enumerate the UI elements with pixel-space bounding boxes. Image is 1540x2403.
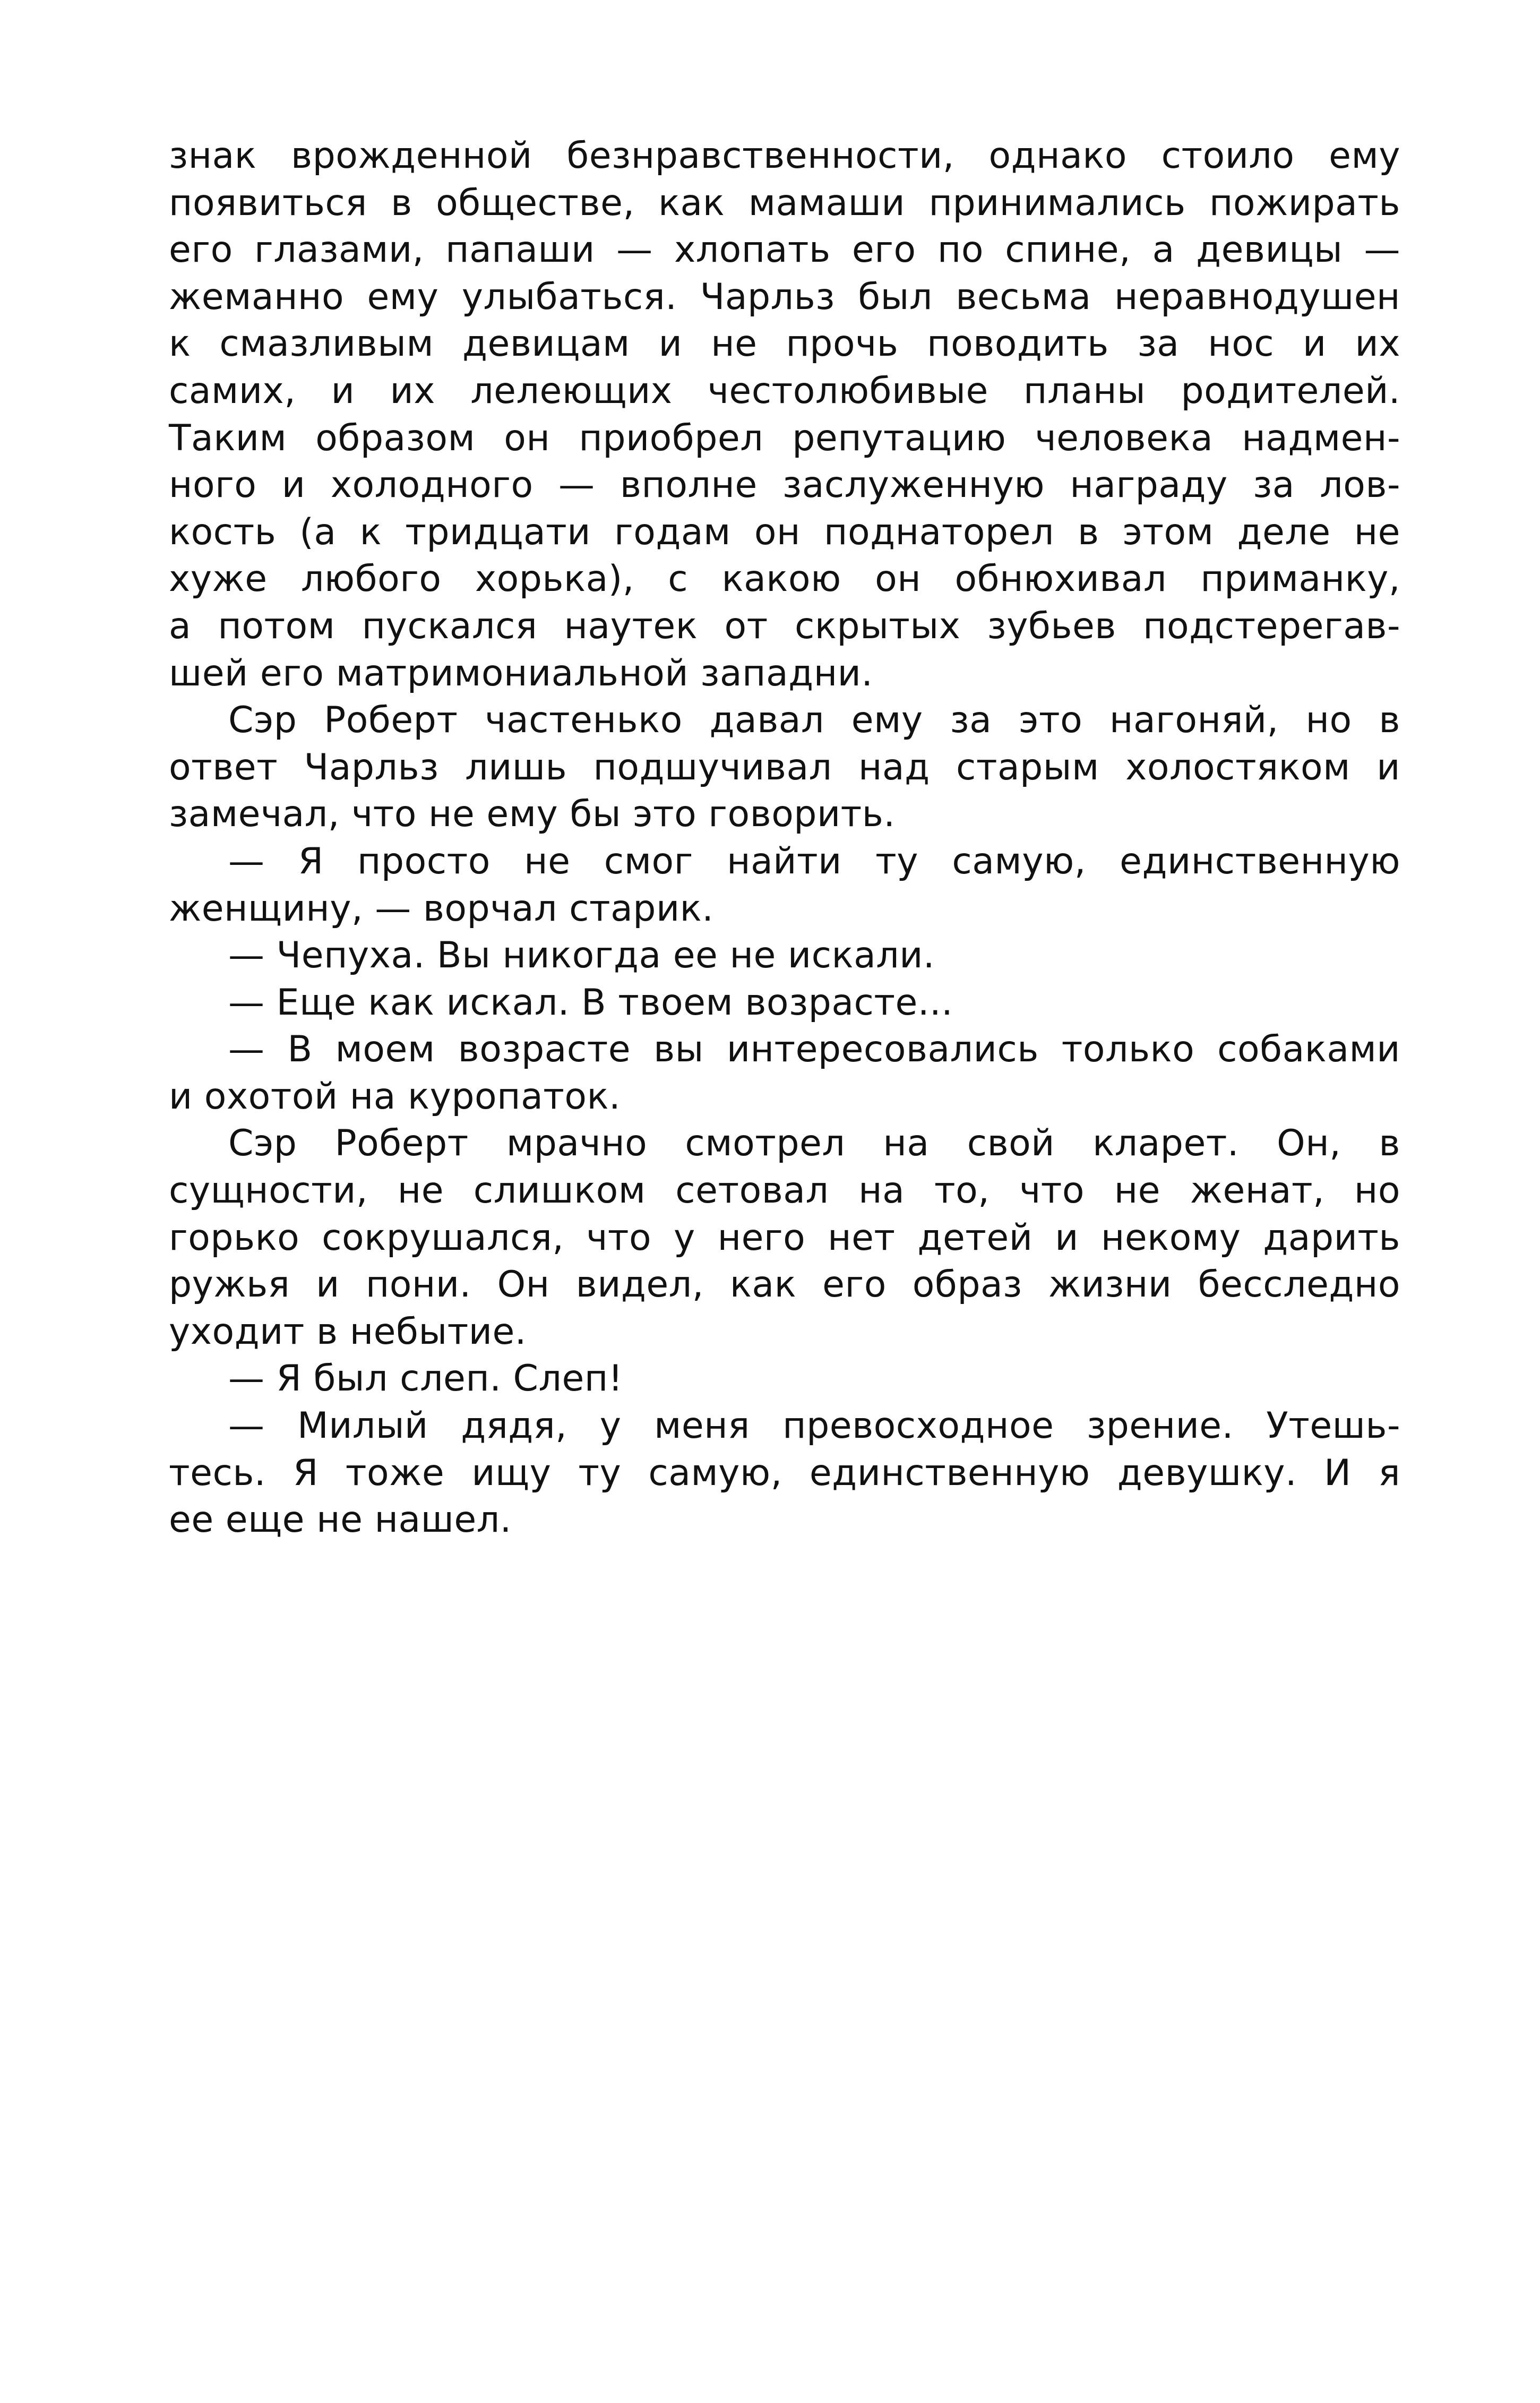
text-line: уходит в небытие. (169, 1310, 527, 1353)
text-line: Таким образом он приобрел репутацию человека надмен- (169, 417, 1400, 459)
text-line: ружья и пони. Он видел, как его образ жизни бесследно (169, 1264, 1400, 1306)
dialogue-line: — В моем возрасте вы интересовались только собаками (228, 1028, 1400, 1071)
text-line: жеманно ему улыбаться. Чарльз был весьма неравнодушен (169, 276, 1400, 318)
text-line: к смазливым девицам и не прочь поводить за нос и их (169, 323, 1400, 365)
dialogue-line: — Чепуха. Вы никогда ее не искали. (228, 934, 935, 977)
text-line: знак врожденной безнравственности, однако стоило ему (169, 135, 1400, 177)
page-text (169, 133, 1400, 1544)
dialogue-line: — Еще как искал. В твоем возрасте... (228, 981, 953, 1024)
text-line: его глазами, папаши — хлопать его по спине, а девицы — (169, 229, 1400, 271)
dialogue-line: женщину, — ворчал старик. (169, 887, 714, 930)
text-line: а потом пускался наутек от скрытых зубьев подстерегав- (169, 605, 1400, 647)
dialogue-line: — Милый дядя, у меня превосходное зрение. Утешь- (228, 1405, 1400, 1447)
dialogue-line: тесь. Я тоже ищу ту самую, единственную девушку. И я (169, 1452, 1400, 1494)
text-line: горько сокрушался, что у него нет детей и некому дарить (169, 1216, 1400, 1259)
text-line: Сэр Роберт частенько давал ему за это нагоняй, но в (228, 699, 1400, 742)
text-line: самих, и их лелеющих честолюбивые планы родителей. (169, 370, 1400, 412)
dialogue-line: — Я был слеп. Слеп! (228, 1358, 623, 1400)
text-line: сущности, не слишком сетовал на то, что не женат, но (169, 1170, 1400, 1212)
text-line: кость (а к тридцати годам он поднаторел в этом деле не (169, 511, 1400, 553)
text-line: хуже любого хорька), с какою он обнюхивал приманку, (169, 558, 1400, 600)
dialogue-line: ее еще не нашел. (169, 1499, 512, 1541)
text-line: шей его матримониальной западни. (169, 652, 873, 694)
dialogue-line: — Я просто не смог найти ту самую, единственную (228, 840, 1400, 882)
text-line: ответ Чарльз лишь подшучивал над старым холостяком и (169, 746, 1400, 788)
text-line: замечал, что не ему бы это говорить. (169, 793, 896, 836)
text-line: появиться в обществе, как мамаши принимались пожирать (169, 182, 1400, 224)
text-line: Сэр Роберт мрачно смотрел на свой кларет. Он, в (228, 1122, 1400, 1165)
text-line: ного и холодного — вполне заслуженную награду за лов- (169, 464, 1400, 507)
dialogue-line: и охотой на куропаток. (169, 1075, 621, 1118)
